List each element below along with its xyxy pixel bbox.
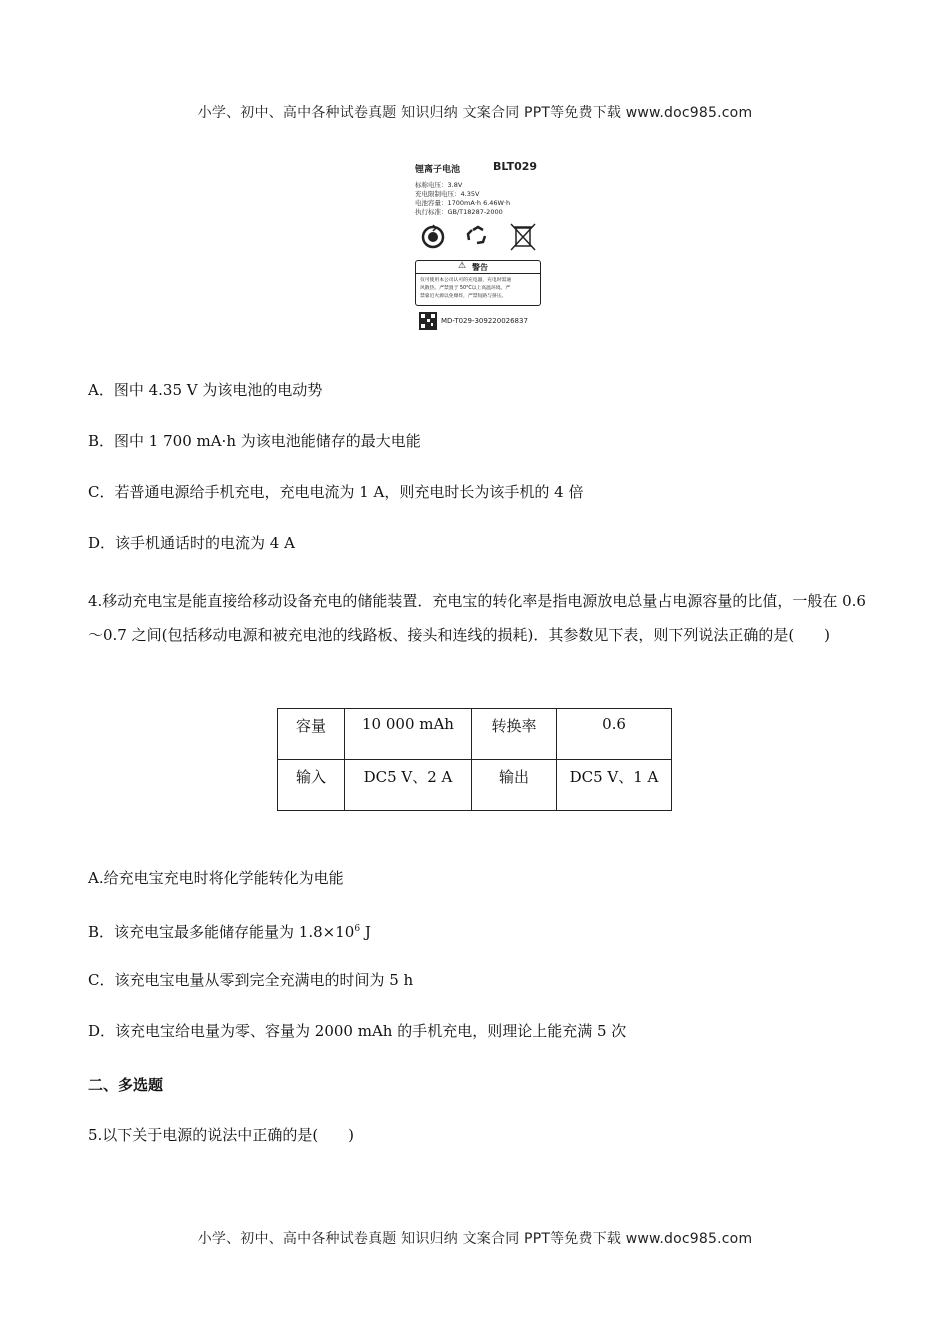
q4-option-a: A.给充电宝充电时将化学能转化为电能 <box>88 869 344 887</box>
q5-stem: 5.以下关于电源的说法中正确的是( ) <box>88 1126 355 1144</box>
q3-option-d: D．该手机通话时的电流为 4 A <box>88 534 295 552</box>
table-cell: 10 000 mAh <box>345 709 472 760</box>
battery-spec-capacity: 电池容量：1700mA·h 6.46W·h <box>415 199 511 207</box>
battery-model: BLT029 <box>493 160 538 173</box>
q4-option-d: D．该充电宝给电量为零、容量为 2000 mAh 的手机充电，则理论上能充满 5 次 <box>88 1022 627 1040</box>
battery-icons <box>405 220 550 252</box>
battery-spec-standard: 执行标准：GB/T18287-2000 <box>415 208 503 216</box>
warning-line-2: 风散热。严禁置于 50°C以上高温环境。严 <box>420 286 511 291</box>
section-title: 二、多选题 <box>88 1076 164 1094</box>
table-cell: 输出 <box>472 760 557 811</box>
warning-line-1: 仅可使用本公司认可的充电器，充电时需通 <box>420 278 512 283</box>
battery-serial: MD-T029-309220026837 <box>441 317 528 325</box>
q4-option-b-unit: J <box>360 923 371 941</box>
recycle-icon <box>468 227 485 243</box>
q4-option-b-text: B．该充电宝最多能储存能量为 1.8×10 <box>88 923 355 941</box>
battery-label-image <box>405 150 550 335</box>
table-row <box>278 709 672 760</box>
power-bank-params-table <box>277 708 672 811</box>
q4-option-b <box>88 919 371 942</box>
q4-stem: 4.移动充电宝是能直接给移动设备充电的储能装置．充电宝的转化率是指电源放电总量占电源容量的比值，一般在 0.6～0.7 之间(包括移动电源和被充电池的线路板、接头和连线的损耗)．其参数见下表，则下列说法正确的是( ) <box>88 592 866 644</box>
q4-option-b-exponent: 6 <box>354 924 361 934</box>
q3-option-b: B．图中 1 700 mA·h 为该电池能储存的最大电能 <box>88 432 421 450</box>
warning-line-3: 禁靠近火源以免爆炸，严禁短路与挤压。 <box>420 294 507 299</box>
table-cell: 0.6 <box>557 709 672 760</box>
battery-spec-voltage: 标称电压：3.8V <box>415 181 463 189</box>
crossed-bin-icon <box>511 224 535 250</box>
battery-spec-charge-limit: 充电限制电压：4.35V <box>415 190 480 198</box>
q4-option-c: C．该充电宝电量从零到完全充满电的时间为 5 h <box>88 971 414 989</box>
table-cell: 输入 <box>278 760 345 811</box>
battery-title: 锂离子电池 <box>415 165 461 175</box>
environmental-period-icon <box>423 225 443 247</box>
page-header: 小学、初中、高中各种试卷真题 知识归纳 文案合同 PPT等免费下载 www.doc985.com <box>197 105 753 121</box>
qr-code-icon <box>419 312 437 330</box>
warning-title: 警告 <box>472 263 488 272</box>
table-row <box>278 760 672 811</box>
page-footer: 小学、初中、高中各种试卷真题 知识归纳 文案合同 PPT等免费下载 www.doc985.com <box>197 1231 753 1247</box>
table-cell: DC5 V、1 A <box>557 760 672 811</box>
table-cell: 容量 <box>278 709 345 760</box>
warning-box <box>415 260 541 306</box>
q3-option-a: A．图中 4.35 V 为该电池的电动势 <box>88 381 323 399</box>
warning-triangle-icon: ⚠ <box>458 261 467 271</box>
table-cell: 转换率 <box>472 709 557 760</box>
q3-option-c: C．若普通电源给手机充电，充电电流为 1 A，则充电时长为该手机的 4 倍 <box>88 483 584 501</box>
table-cell: DC5 V、2 A <box>345 760 472 811</box>
